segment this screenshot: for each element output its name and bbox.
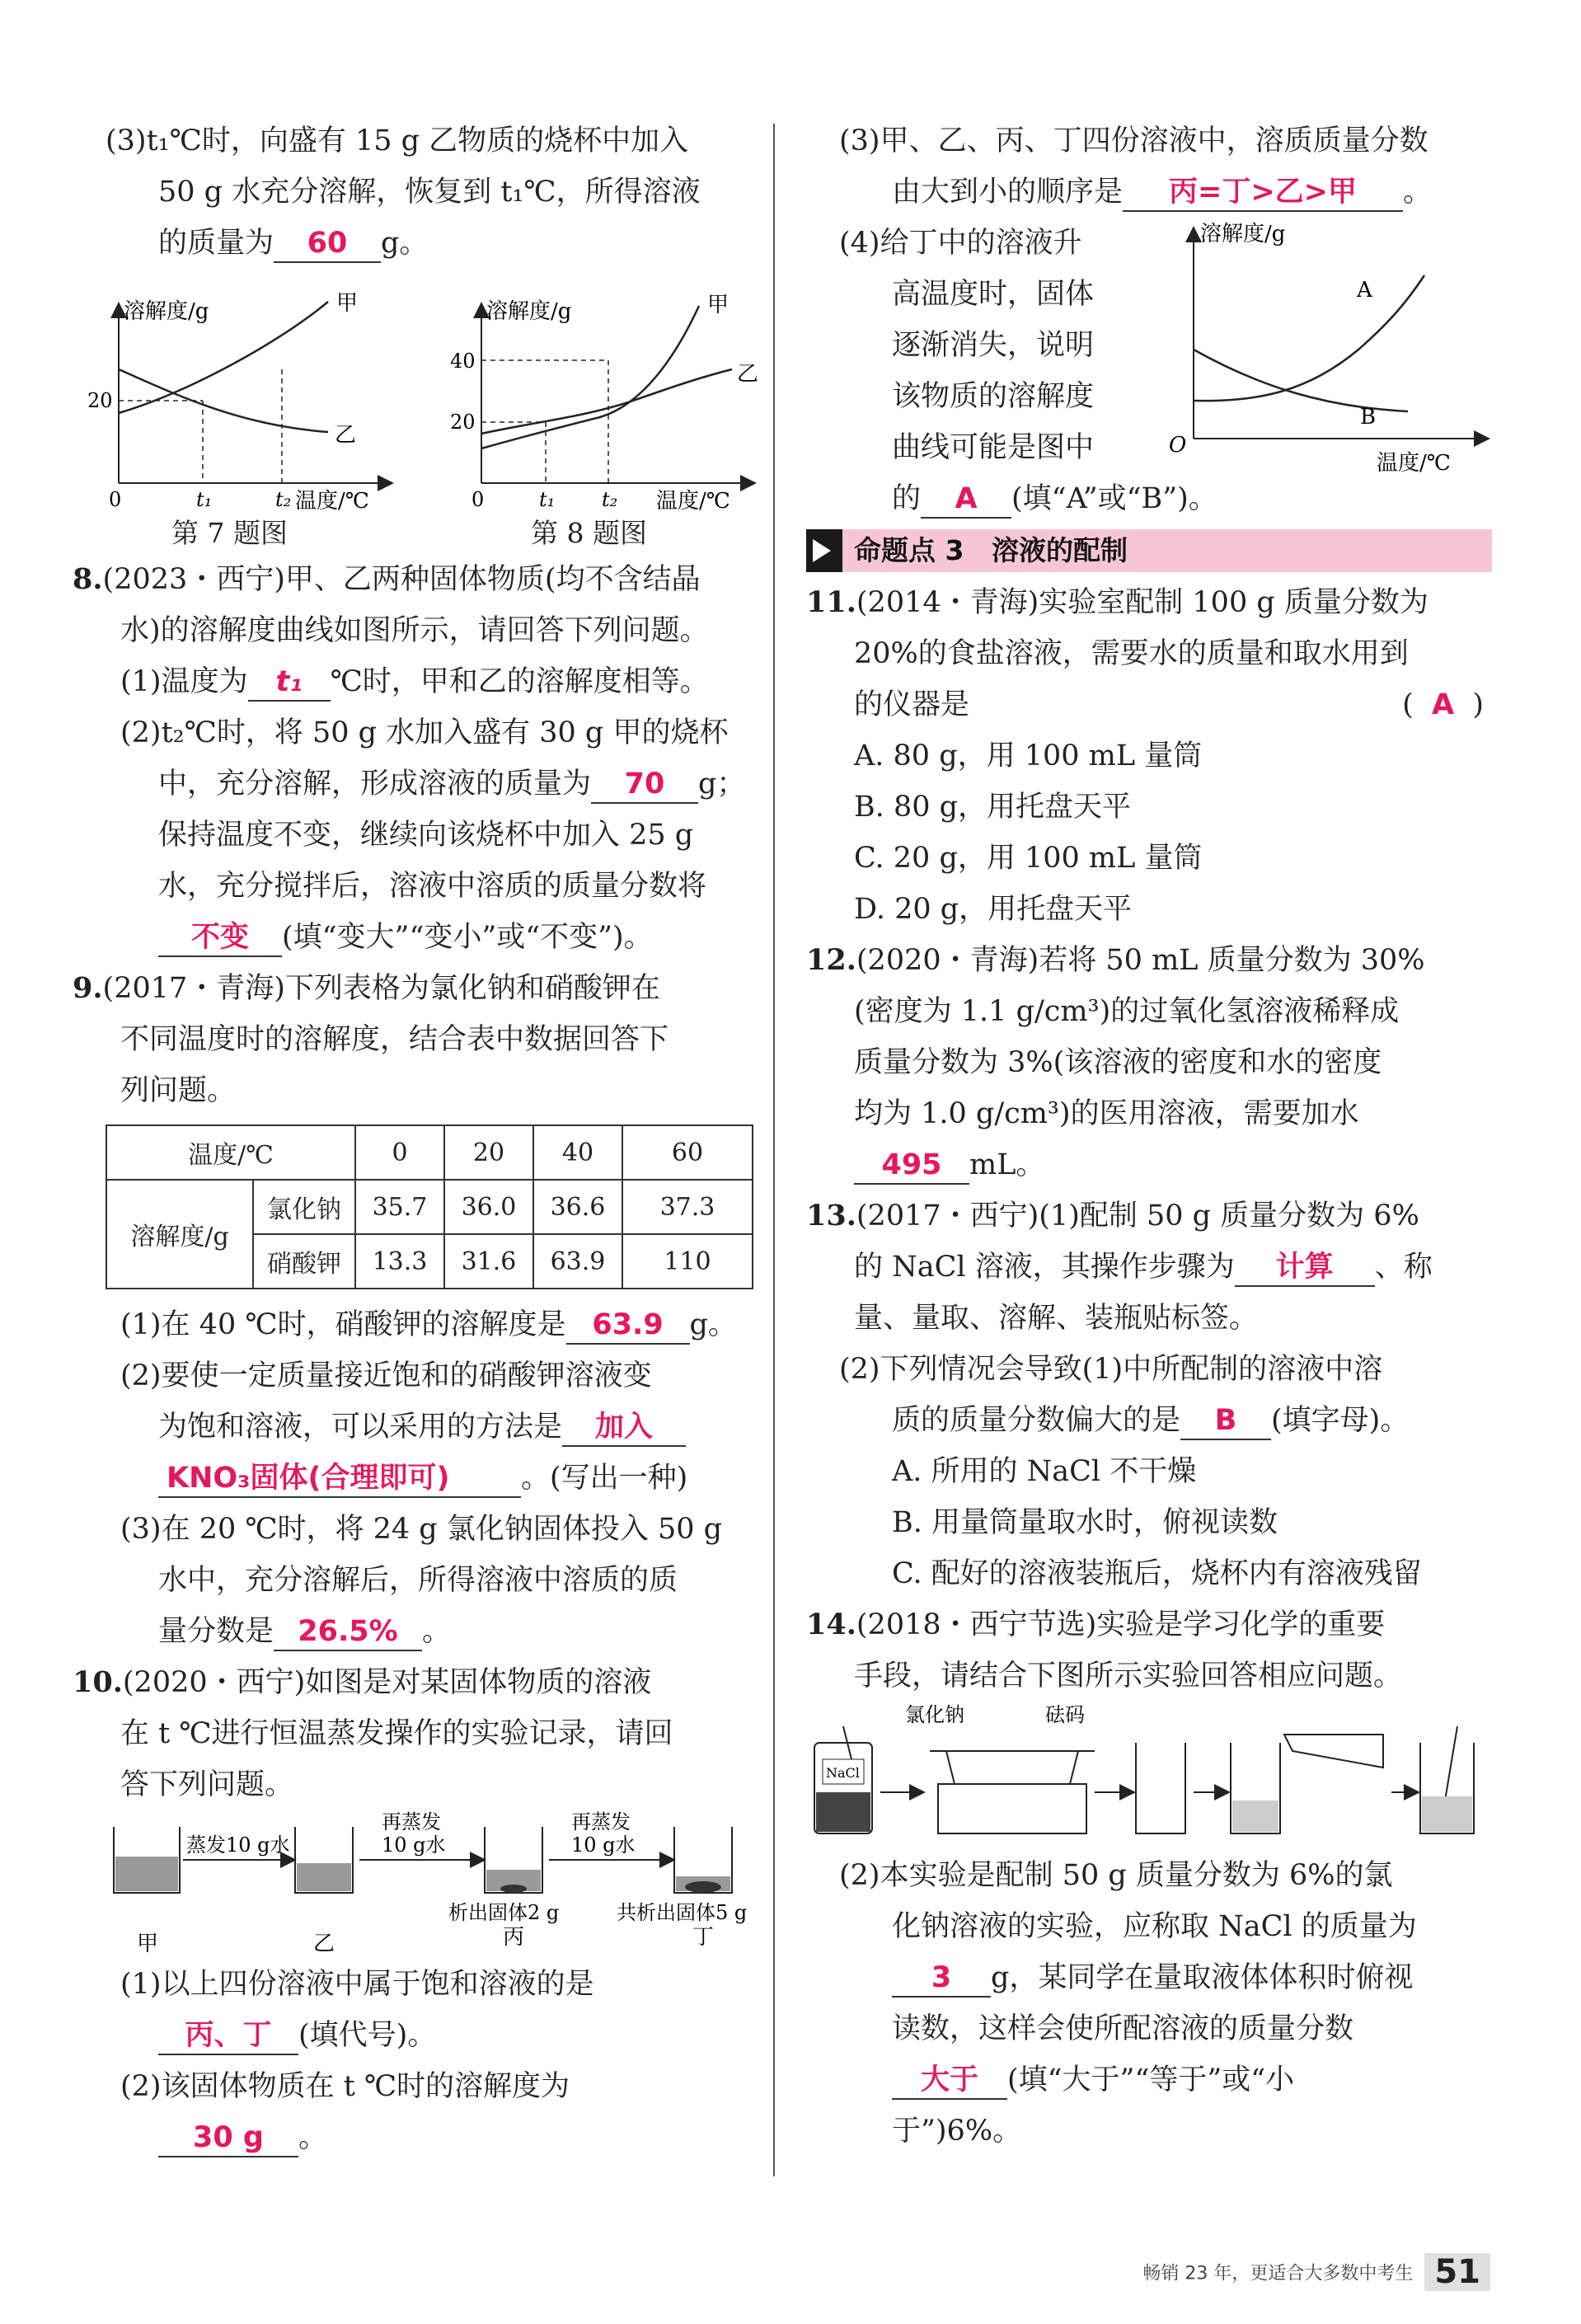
- table-temp-60: 60: [622, 1125, 753, 1180]
- q9-p2-answer-a: 加入: [562, 1409, 686, 1447]
- curve-b: [1194, 350, 1408, 411]
- q13-answer2: B: [1180, 1402, 1271, 1440]
- q10-number: 10.: [73, 1665, 123, 1699]
- q8-p2-hint: (填“变大”“变小”或“不变”)。: [282, 921, 653, 954]
- q8-p2-answer2: 不变: [158, 919, 282, 957]
- q13-line1: [806, 1190, 1492, 1242]
- q13-number: 13.: [806, 1199, 856, 1232]
- evaporation-diagram: [73, 1810, 753, 1959]
- q10-p4-text: 的: [892, 482, 922, 515]
- q8-p1-post: ℃时，甲和乙的溶解度相等。: [330, 665, 709, 698]
- solubility-table: [106, 1124, 753, 1289]
- page-number: 51: [1424, 2253, 1490, 2291]
- q9-part2-line2: [73, 1401, 753, 1453]
- q14-part2-line6: 于”)6%。: [892, 2115, 1022, 2148]
- label-nacl: 氯化钠: [905, 1703, 964, 1726]
- q10-p3-answer: 丙=丁>乙>甲: [1123, 174, 1403, 212]
- q10-part4-line3: 逐渐消失，说明: [892, 329, 1095, 362]
- q9-p1-text: (1)在 40 ℃时，硝酸钾的溶解度是: [120, 1308, 566, 1341]
- q14-hint: (填“大于”“等于”或“小: [1007, 2063, 1295, 2096]
- section-triangle-icon: [813, 539, 831, 562]
- q14-line1: [806, 1599, 1492, 1650]
- q9-part3-line3: [73, 1606, 753, 1657]
- q9-p3-post: 。: [422, 1615, 452, 1648]
- q10-line1: [73, 1657, 753, 1708]
- q9-line3: 列问题。: [120, 1074, 237, 1107]
- q11-line2: 20%的食盐溶液，需要水的质量和取水用到: [854, 637, 1409, 670]
- q14-line2: 手段，请结合下图所示实验回答相应问题。: [854, 1660, 1403, 1693]
- table-cell: 13.3: [355, 1234, 444, 1289]
- fig8-xlabel: 温度/℃: [656, 489, 730, 514]
- fig8-label-yi: 乙: [737, 362, 759, 387]
- left-column: [73, 115, 759, 2163]
- table-temp-40: 40: [533, 1125, 622, 1180]
- evap-step2b: 10 g水: [382, 1833, 446, 1857]
- table-cell: 36.0: [444, 1180, 533, 1234]
- q14-text3: g，某同学在量取液体体积时俯视: [991, 1961, 1414, 1994]
- fig7-label-jia: 甲: [336, 291, 359, 316]
- column-divider: [773, 124, 775, 2176]
- fig8-t2: t₂: [602, 488, 618, 511]
- q11-line3: [806, 679, 1492, 730]
- table-cell: 35.7: [355, 1180, 444, 1234]
- figures-7-8: [73, 269, 759, 514]
- table-cell: 110: [622, 1234, 753, 1289]
- q13-text1: (2017・西宁)(1)配制 50 g 质量分数为 6%: [856, 1200, 1419, 1232]
- evap-step3a: 再蒸发: [571, 1810, 631, 1833]
- q8-part2-line4: 水，充分搅拌后，溶液中溶质的质量分数将: [158, 870, 707, 903]
- q10-part4-block: [806, 218, 1492, 524]
- q9-p2-text: 为饱和溶液，可以采用的方法是: [158, 1411, 563, 1444]
- q7-part3-line3: [73, 218, 753, 269]
- q9-part2-line3: [73, 1453, 753, 1504]
- bottle-label: NaCl: [826, 1765, 860, 1781]
- q8-part1: [73, 656, 753, 707]
- q9-p2-hint: 。(写出一种): [521, 1462, 688, 1495]
- table-temp-0: 0: [355, 1125, 444, 1180]
- q14-part2-line2: 化钠溶液的实验，应称取 NaCl 的质量为: [892, 1910, 1417, 1943]
- q12-line4: 均为 1.0 g/cm³)的医用溶液，需要加水: [854, 1097, 1359, 1130]
- table-header-row: [106, 1125, 753, 1180]
- evap-label-bing: 丙: [503, 1925, 525, 1950]
- q7-part3-line1: (3)t₁℃时，向盛有 15 g 乙物质的烧杯中加入: [106, 124, 689, 157]
- fig8-ylabel: 溶解度/g: [486, 299, 572, 324]
- q13-option: C. 配好的溶液装瓶后，烧杯内有溶液残留: [892, 1557, 1422, 1590]
- figure-8: [450, 293, 758, 514]
- q11-option: A. 80 g，用 100 mL 量筒: [854, 739, 1203, 772]
- q8-line1: [73, 554, 753, 605]
- q10-part4-line1: (4)给丁中的溶液升: [839, 227, 1082, 260]
- q14-part2-line3: [806, 1952, 1492, 2003]
- fig8-tick-40: 40: [450, 350, 476, 373]
- balance-base: [938, 1784, 1086, 1833]
- q7-part3-text: 的质量为: [158, 227, 274, 260]
- q8-part2-line2: [73, 758, 753, 810]
- q8-p1-text: (1)温度为: [120, 665, 248, 698]
- q9-part1: [73, 1299, 753, 1350]
- right-column: [806, 115, 1492, 2157]
- q11-answer: A: [1432, 688, 1455, 721]
- q14-answer1: 3: [892, 1960, 991, 1998]
- q10-p3-text: 由大到小的顺序是: [892, 176, 1124, 209]
- q9-line1: [73, 963, 753, 1014]
- table-header-solubility: 溶解度/g: [106, 1180, 253, 1289]
- q14-number: 14.: [806, 1608, 856, 1641]
- q9-p2-answer-b: KNO₃固体(合理即可): [158, 1460, 521, 1498]
- q13-p2-text: 质的质量分数偏大的是: [892, 1404, 1181, 1437]
- table-cell: 37.3: [622, 1180, 753, 1234]
- evaporation-figure: [73, 1810, 753, 1959]
- q8-p2-answer1: 70: [591, 766, 698, 804]
- table-row-name-kno3: 硝酸钾: [253, 1234, 355, 1289]
- q12-line3: 质量分数为 3%(该溶液的密度和水的密度: [854, 1046, 1382, 1079]
- q13-line3: 量、量取、溶解、装瓶贴标签。: [854, 1302, 1259, 1335]
- fig8-tick-20: 20: [450, 411, 476, 434]
- q10-p2-answer: 30 g: [158, 2120, 298, 2157]
- q14-text1: (2018・西宁节选)实验是学习化学的重要: [856, 1608, 1386, 1641]
- q13-option: A. 所用的 NaCl 不干燥: [892, 1455, 1197, 1488]
- q7-part3-answer: 60: [274, 225, 381, 263]
- q8-part2-line5: [73, 912, 753, 963]
- measuring-cylinder: [1284, 1735, 1383, 1768]
- q8-p2-unit: g；: [698, 768, 746, 800]
- evap-note-ding: 共析出固体5 g: [617, 1901, 748, 1924]
- beaker-1: [1136, 1743, 1185, 1833]
- q12-line1: [806, 935, 1492, 986]
- q12-unit: mL。: [969, 1148, 1045, 1181]
- q9-p1-unit: g。: [689, 1308, 737, 1341]
- footer-slogan: 畅销 23 年，更适合大多数中考生: [1142, 2263, 1414, 2284]
- table-cell: 36.6: [533, 1180, 622, 1234]
- q9-part3-line2: 水中，充分溶解后，所得溶液中溶质的质: [158, 1564, 678, 1597]
- evap-step1: 蒸发10 g水: [186, 1833, 290, 1857]
- q9-line2: 不同温度时的溶解度，结合表中数据回答下: [120, 1023, 669, 1056]
- q13-part2-line2: [806, 1395, 1492, 1446]
- q10-part1-line2: [73, 2010, 753, 2061]
- q11-option: D. 20 g，用托盘天平: [854, 893, 1133, 926]
- fig7-tick-20: 20: [87, 389, 113, 412]
- q13-line2: [806, 1242, 1492, 1293]
- q8-number: 8.: [73, 562, 103, 596]
- fig7-ylabel: 溶解度/g: [124, 299, 209, 324]
- fig8-t1: t₁: [539, 488, 556, 511]
- q10-p1-hint: (填代号)。: [298, 2019, 437, 2052]
- solubility-graphs: [73, 269, 759, 514]
- q10-part4-line4: 该物质的溶解度: [892, 380, 1095, 413]
- fig8-label-jia: 甲: [707, 293, 730, 317]
- q11-text1: (2014・青海)实验室配制 100 g 质量分数为: [856, 586, 1429, 619]
- q7-part3-line2: 50 g 水充分溶解，恢复到 t₁℃，所得溶液: [158, 176, 701, 209]
- fig7-origin: 0: [109, 488, 122, 511]
- q9-part2-line1: (2)要使一定质量接近饱和的硝酸钾溶液变: [120, 1359, 652, 1392]
- q12-answer: 495: [854, 1147, 969, 1185]
- q10-part2-line1: (2)该固体物质在 t ℃时的溶解度为: [120, 2070, 570, 2103]
- q9-number: 9.: [73, 971, 103, 1005]
- q13-text2-post: 、称: [1374, 1251, 1433, 1284]
- q10-fig-origin: O: [1169, 433, 1187, 458]
- q13-answer1: 计算: [1235, 1249, 1375, 1287]
- q8-part2-line3: 保持温度不变，继续向该烧杯中加入 25 g: [158, 819, 694, 852]
- table-temp-20: 20: [444, 1125, 533, 1180]
- q14-part2-line1: (2)本实验是配制 50 g 质量分数为 6%的氯: [839, 1859, 1393, 1892]
- q11-answer-paren: ( A ): [1402, 688, 1484, 721]
- q10-line3: 答下列问题。: [120, 1768, 294, 1801]
- evap-label-ding: 丁: [692, 1925, 715, 1950]
- q9-p3-answer: 26.5%: [274, 1613, 422, 1651]
- q10-fig-ylabel: 溶解度/g: [1200, 222, 1286, 246]
- q10-fig-label-a: A: [1357, 278, 1372, 303]
- q13-option: B. 用量筒量取水时，俯视读数: [892, 1506, 1278, 1539]
- evap-step3b: 10 g水: [571, 1833, 636, 1857]
- evap-label-yi: 乙: [313, 1932, 335, 1956]
- fig8-caption: 第 8 题图: [531, 517, 647, 549]
- figure-captions: [73, 508, 753, 554]
- solution-prep-diagram: [806, 1702, 1492, 1850]
- q10-part4-line5: 曲线可能是图中: [892, 431, 1095, 464]
- q10-part3-line2: [806, 167, 1492, 218]
- evap-note-bing: 析出固体2 g: [448, 1901, 560, 1924]
- fig7-t1: t₁: [196, 488, 213, 511]
- q9-part3-line1: (3)在 20 ℃时，将 24 g 氯化钠固体投入 50 g: [120, 1513, 723, 1546]
- q14-part2-line5: [806, 2054, 1492, 2106]
- q9-text1: (2017・青海)下列表格为氯化钠和硝酸钾在: [102, 972, 660, 1005]
- q14-answer2: 大于: [892, 2062, 1007, 2100]
- q10-p4-answer: A: [921, 481, 1011, 519]
- q10-p1-answer: 丙、丁: [158, 2017, 298, 2055]
- fig7-xlabel: 温度/℃: [295, 489, 369, 514]
- q12-text1: (2020・青海)若将 50 mL 质量分数为 30%: [856, 944, 1425, 977]
- q12-number: 12.: [806, 943, 856, 977]
- evap-label-jia: 甲: [137, 1932, 159, 1956]
- q10-part2-line2: [73, 2112, 753, 2163]
- evap-step2a: 再蒸发: [382, 1810, 441, 1833]
- fig7-t2: t₂: [275, 488, 292, 511]
- q9-p3-text: 量分数是: [158, 1615, 274, 1648]
- q10-fig-xlabel: 温度/℃: [1377, 451, 1451, 476]
- q10-part3-line1: (3)甲、乙、丙、丁四份溶液中，溶质质量分数: [839, 124, 1429, 157]
- table-row-name-nacl: 氯化钠: [253, 1180, 355, 1234]
- q13-p2-hint: (填字母)。: [1271, 1404, 1410, 1437]
- q8-text1: (2023・西宁)甲、乙两种固体物质(均不含结晶: [102, 563, 701, 596]
- q12-line2: (密度为 1.1 g/cm³)的过氧化氢溶液稀释成: [854, 995, 1400, 1028]
- q12-line5: [806, 1139, 1492, 1190]
- q10-curve-figure: [1161, 218, 1490, 476]
- q10-p4-hint: (填“A”或“B”)。: [1011, 482, 1217, 515]
- table-row: [106, 1180, 753, 1234]
- q10-p2-post: 。: [298, 2121, 328, 2154]
- page-footer: [1142, 2253, 1490, 2291]
- q14-part2-line4: 读数，这样会使所配溶液的质量分数: [892, 2012, 1354, 2045]
- q10-part1-line1: (1)以上四份溶液中属于饱和溶液的是: [120, 1968, 594, 2001]
- q10-text1: (2020・西宁)如图是对某固体物质的溶液: [122, 1666, 652, 1699]
- q7-part3-unit: g。: [381, 227, 429, 260]
- q8-part2-line1: (2)t₂℃时，将 50 g 水加入盛有 30 g 甲的烧杯: [120, 716, 729, 749]
- q8-line2: 水)的溶解度曲线如图所示，请回答下列问题。: [120, 614, 709, 647]
- table-cell: 63.9: [533, 1234, 622, 1289]
- curve-a: [1194, 275, 1424, 401]
- fig8-curve-yi: [481, 369, 732, 434]
- q13-part2-line1: (2)下列情况会导致(1)中所配制的溶液中溶: [839, 1353, 1383, 1386]
- section-title: 溶液的配制: [991, 534, 1128, 566]
- q10-part4-line2: 高温度时，固体: [892, 278, 1095, 311]
- q11-option: C. 20 g，用 100 mL 量筒: [854, 842, 1203, 875]
- q9-p1-answer: 63.9: [566, 1307, 690, 1345]
- q8-p1-answer: t₁: [248, 664, 331, 702]
- fig7-caption: 第 7 题图: [171, 517, 288, 549]
- q14-figure: [806, 1702, 1492, 1850]
- section-label: 命题点 3: [854, 534, 964, 566]
- q8-p2-text: 中，充分溶解，形成溶液的质量为: [158, 768, 592, 800]
- label-weight: 砝码: [1045, 1703, 1085, 1726]
- table-header-temp: 温度/℃: [106, 1125, 355, 1180]
- q11-number: 11.: [806, 585, 856, 619]
- q11-text3: 的仪器是: [854, 688, 970, 721]
- q10-p3-post: 。: [1403, 176, 1433, 209]
- q10-part4-line6: [806, 473, 1492, 524]
- q11-option: B. 80 g，用托盘天平: [854, 791, 1132, 824]
- fig7-label-yi: 乙: [335, 423, 357, 448]
- figure-7: [87, 291, 386, 514]
- q11-line1: [806, 577, 1492, 628]
- section-header: [806, 529, 1492, 572]
- q13-text2: 的 NaCl 溶液，其操作步骤为: [854, 1251, 1235, 1284]
- q10-line2: 在 t ℃进行恒温蒸发操作的实验记录，请回: [120, 1717, 673, 1750]
- fig8-origin: 0: [471, 488, 485, 511]
- table-cell: 31.6: [444, 1234, 533, 1289]
- q10-fig-label-b: B: [1360, 405, 1377, 430]
